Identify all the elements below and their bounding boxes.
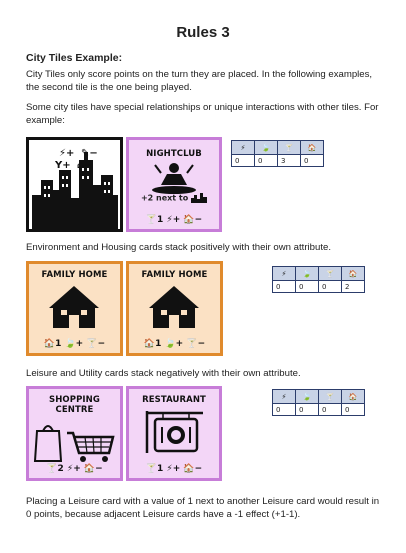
family-home-attributes-1: 🏠1 🍃+ 🍸− [43, 339, 106, 349]
nightclub-tile [126, 137, 222, 232]
score-cell: 2 [342, 281, 365, 293]
family-home-title-2: FAMILY HOME [141, 270, 208, 280]
city-skyline-tile [26, 137, 123, 232]
restaurant-title: RESTAURANT [142, 395, 206, 405]
score-cell: 0 [296, 404, 319, 416]
mini-skyline-icon [191, 193, 207, 203]
restaurant-tile [126, 386, 222, 481]
leaf-icon: 🍃 [296, 390, 319, 404]
house-icon: 🏠 [301, 141, 324, 155]
score-cell: 0 [342, 404, 365, 416]
score-table-2 [272, 266, 365, 293]
final-paragraph: Placing a Leisure card with a value of 1 next to another Leisure card would result in 0 points, because adjacent Leisure cards have a -1 effect (+1-1). [26, 496, 380, 520]
restaurant-attributes: 🍸1 ⚡+ 🏠− [145, 464, 203, 474]
leaf-icon: 🍃 [296, 267, 319, 281]
leisure-paragraph: Leisure and Utility cards stack negatively with their own attribute. [26, 368, 301, 379]
score-cell: 0 [232, 155, 255, 167]
lightning-icon: ⚡ [273, 390, 296, 404]
score-cell: 0 [273, 404, 296, 416]
skyline-icon [29, 140, 120, 229]
intro-paragraph: City Tiles only score points on the turn they are placed. In the following examples, the second tile is the one being played. [26, 69, 373, 93]
house-icon [29, 282, 120, 332]
svg-text:⚡+: ⚡+ [59, 148, 75, 159]
family-home-title-1: FAMILY HOME [41, 270, 108, 280]
house-icon [129, 282, 220, 332]
score-cell: 0 [301, 155, 324, 167]
house-icon: 🏠 [342, 267, 365, 281]
restaurant-sign-icon [129, 407, 219, 455]
lightning-icon: ⚡ [232, 141, 255, 155]
environment-paragraph: Environment and Housing cards stack positively with their own attribute. [26, 242, 332, 253]
family-home-tile-2 [126, 261, 223, 356]
leaf-icon: 🍃 [255, 141, 278, 155]
cocktail-icon: 🍸 [319, 390, 342, 404]
cocktail-icon: 🍸 [319, 267, 342, 281]
family-home-tile-1 [26, 261, 123, 356]
dj-icon [129, 161, 219, 195]
lightning-icon: ⚡ [273, 267, 296, 281]
score-cell: 3 [278, 155, 301, 167]
score-table-3 [272, 389, 365, 416]
score-cell: 0 [319, 404, 342, 416]
family-home-attributes-2: 🏠1 🍃+ 🍸− [143, 339, 206, 349]
score-table-1 [231, 140, 324, 167]
cocktail-icon: 🍸 [278, 141, 301, 155]
shopping-centre-attributes: 🍸2 ⚡+ 🏠− [46, 464, 103, 474]
page-title: Rules 3 [176, 24, 230, 41]
svg-text:Y+: Y+ [55, 160, 71, 171]
score-cell: 0 [255, 155, 278, 167]
nightclub-note: +2 next to [140, 193, 189, 203]
svg-text:✎−: ✎− [81, 148, 98, 159]
score-cell: 0 [296, 281, 319, 293]
svg-text:⌂−: ⌂− [77, 160, 93, 171]
score-cell: 0 [319, 281, 342, 293]
section-subtitle: City Tiles Example: [26, 52, 123, 64]
shopping-cart-icon [29, 417, 120, 465]
house-icon: 🏠 [342, 390, 365, 404]
intro-paragraph-2: Some city tiles have special relationships or unique interactions with other tiles. For example: [26, 102, 379, 126]
shopping-centre-title: SHOPPING CENTRE [49, 395, 100, 415]
score-cell: 0 [273, 281, 296, 293]
nightclub-title: NIGHTCLUB [146, 149, 202, 159]
nightclub-attributes: 🍸1 ⚡+ 🏠− [145, 215, 203, 225]
shopping-centre-tile [26, 386, 123, 481]
